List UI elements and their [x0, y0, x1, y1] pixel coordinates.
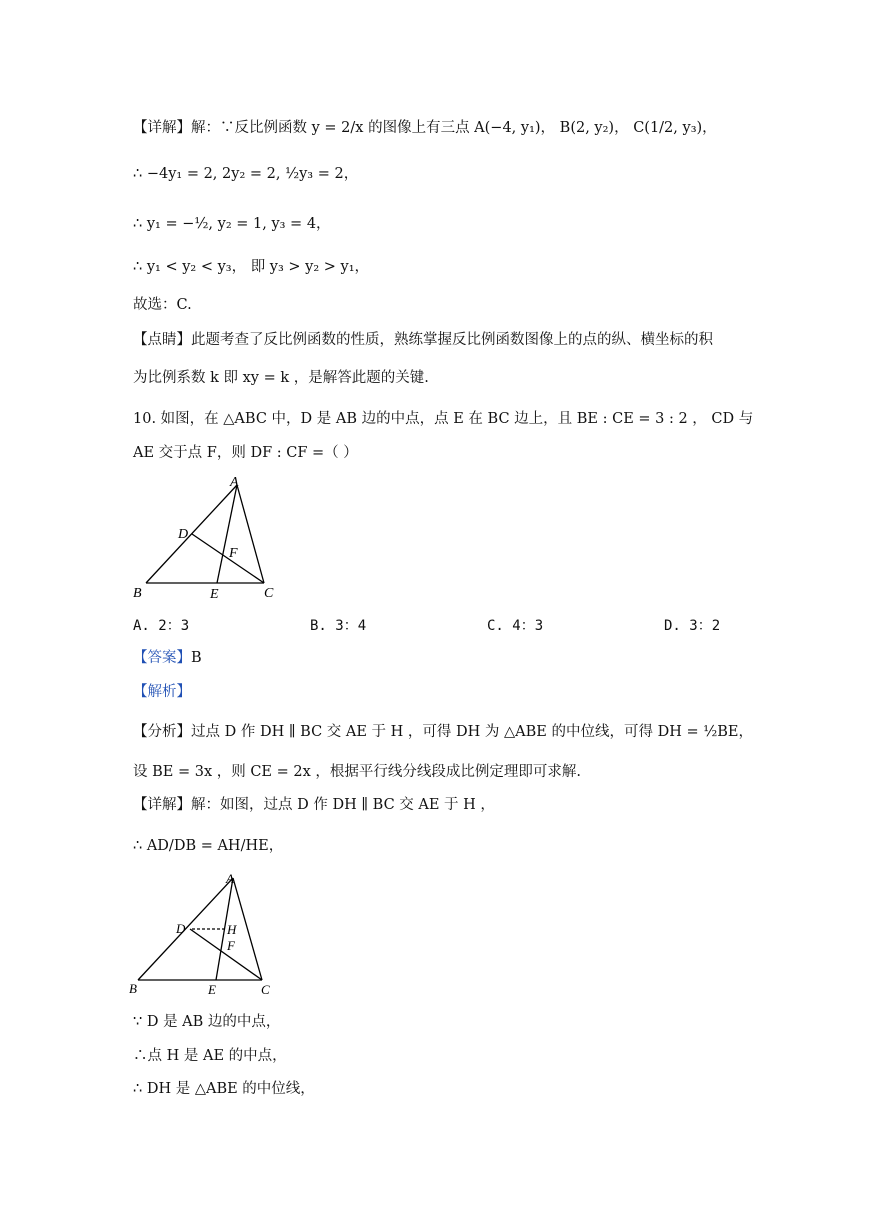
segment-dc [192, 534, 264, 583]
solution-step-line-2: ∴ −4y₁ = 2, 2y₂ = 2, ½y₃ = 2， [133, 166, 359, 182]
segment-ac [237, 485, 264, 583]
label-e: E [210, 587, 219, 602]
ratio-line: ∴ AD/DB = AH/HE， [133, 838, 284, 854]
label-b: B [129, 981, 137, 996]
option-c[interactable]: C. 4：3 [487, 618, 544, 634]
segment-dc [190, 929, 262, 980]
option-b[interactable]: B. 3：4 [310, 618, 367, 634]
label-c: C [264, 586, 274, 601]
answer-value: B [191, 650, 202, 666]
segment-ae [217, 485, 237, 583]
question-10-line-2: AE 交于点 F，则 DF : CF =（ ） [133, 445, 358, 461]
label-f: F [227, 938, 235, 953]
analysis-line-2: 设 BE = 3x ，则 CE = 2x ，根据平行线分线段成比例定理即可求解. [133, 764, 582, 780]
analysis-heading: 【解析】 [133, 684, 191, 700]
label-f: F [229, 546, 238, 561]
solution-step-line-3: ∴ y₁ = −½, y₂ = 1, y₃ = 4， [133, 216, 331, 232]
solution-detail-line-1: 【详解】解：∵反比例函数 y = 2/x 的图像上有三点 A(−4, y₁)， B(2, y₂)， C(1/2, y₃)， [133, 120, 717, 136]
analysis-line-1: 【分析】过点 D 作 DH ∥ BC 交 AE 于 H ，可得 DH 为 △ABE 的中位线，可得 DH = ½BE， [133, 724, 754, 740]
remark-line-2: 为比例系数 k 即 xy = k ，是解答此题的关键. [133, 370, 429, 386]
answer-line [133, 648, 202, 668]
segment-ab [146, 485, 237, 583]
question-10-line-1: 10. 如图，在 △ABC 中，D 是 AB 边的中点，点 E 在 BC 边上，且 BE : CE = 3 : 2 ， CD 与 [133, 411, 754, 427]
remark-line-1: 【点睛】此题考查了反比例函数的性质，熟练掌握反比例函数图像上的点的纵、横坐标的积 [133, 332, 713, 348]
option-a[interactable]: A. 2：3 [133, 618, 190, 634]
triangle-figure-2 [128, 870, 278, 1000]
label-d: D [178, 527, 189, 542]
detail-line-2: ∵ D 是 AB 边的中点， [133, 1014, 281, 1030]
answer-label: 【答案】 [133, 650, 191, 666]
label-h: H [227, 922, 237, 937]
detail-line-3: ∴点 H 是 AE 的中点， [133, 1048, 287, 1064]
solution-step-line-4: ∴ y₁ < y₂ < y₃， 即 y₃ > y₂ > y₁， [133, 259, 370, 275]
option-d[interactable]: D. 3：2 [664, 618, 721, 634]
label-b: B [133, 586, 142, 601]
label-d: D [176, 921, 186, 936]
label-e: E [208, 982, 216, 997]
triangle-figure-1 [130, 472, 280, 607]
label-c: C [261, 982, 270, 997]
detail-line-4: ∴ DH 是 △ABE 的中位线， [133, 1081, 315, 1097]
segment-ac [233, 878, 262, 980]
label-a: A [230, 475, 239, 490]
choice-line: 故选：C. [133, 297, 192, 313]
detail-line-1: 【详解】解：如图，过点 D 作 DH ∥ BC 交 AE 于 H ， [133, 797, 495, 813]
label-a: A [226, 871, 234, 886]
